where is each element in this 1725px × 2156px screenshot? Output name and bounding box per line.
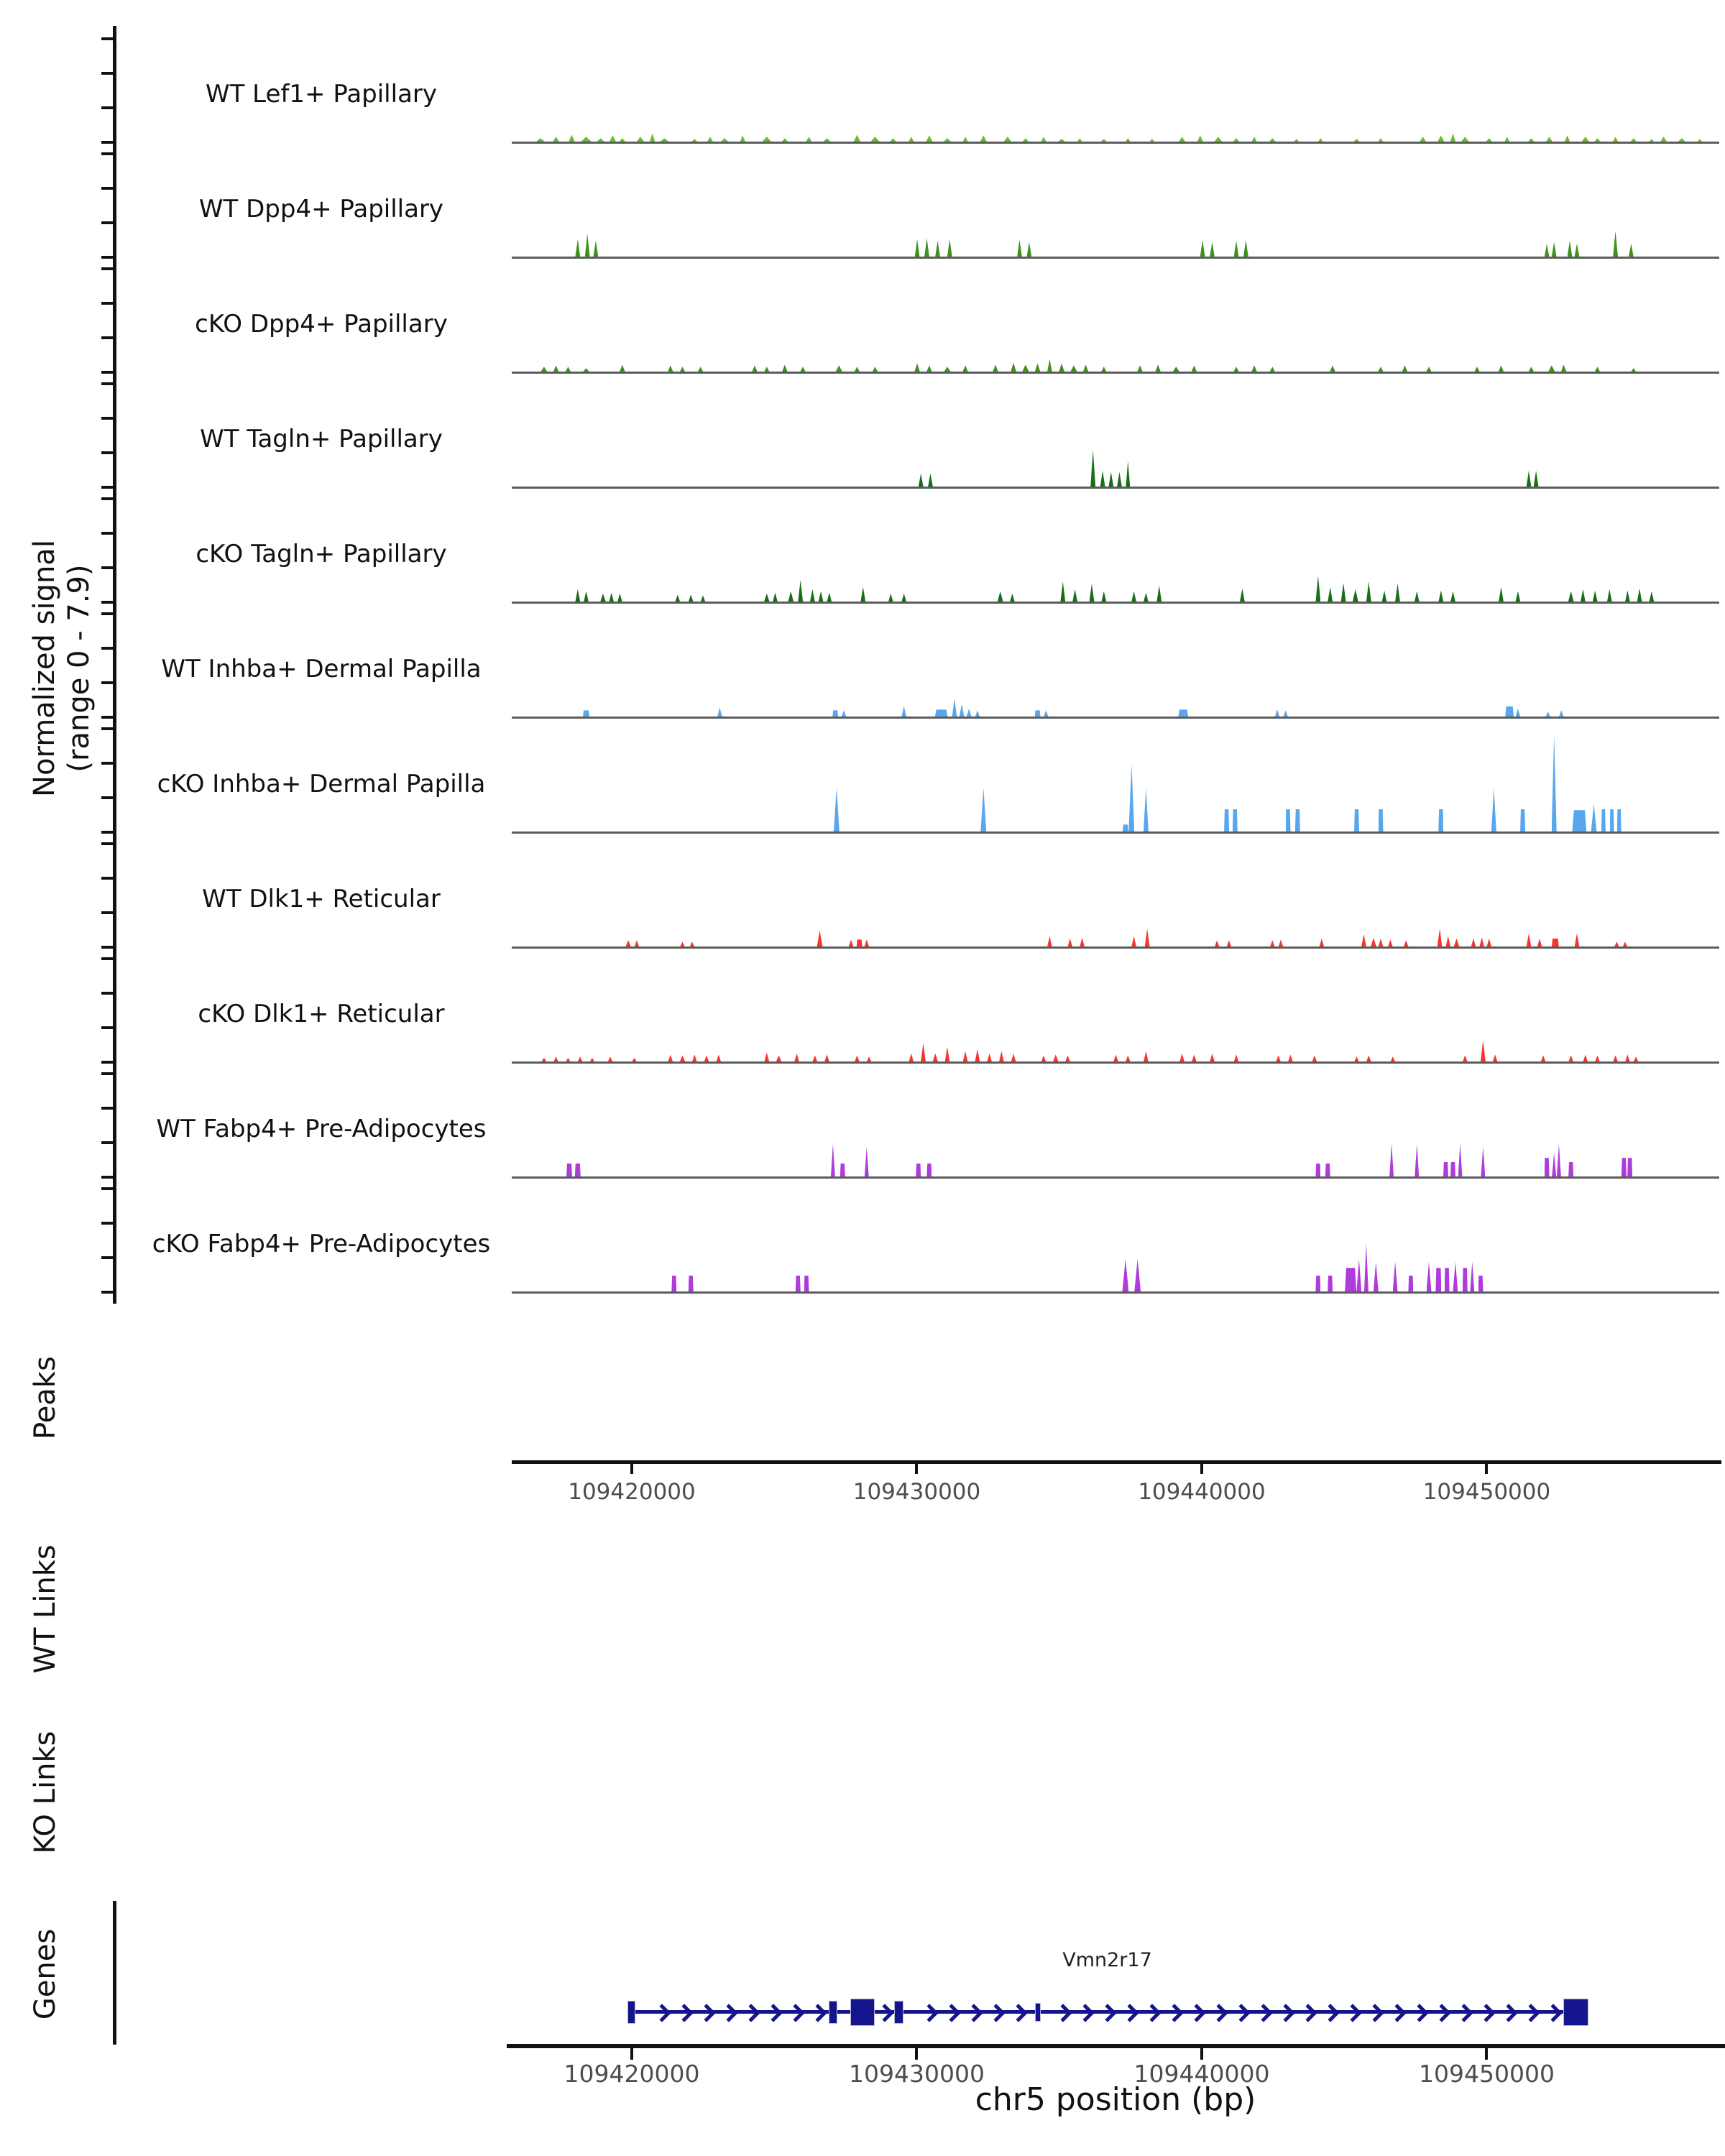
y-tick — [101, 946, 113, 949]
y-tick — [101, 992, 113, 995]
track-label-2: cKO Dpp4+ Papillary — [195, 310, 448, 338]
direction-chevron-icon — [697, 2004, 715, 2022]
coverage-peak — [575, 589, 580, 602]
y-tick — [101, 382, 113, 385]
coverage-peak — [1345, 1268, 1356, 1292]
coverage-peak — [1458, 1144, 1463, 1177]
coverage-peak — [827, 593, 832, 603]
coverage-peak — [840, 1164, 845, 1177]
direction-chevron-icon — [1321, 2004, 1339, 2022]
coverage-peak — [1126, 461, 1130, 487]
coverage-peak — [585, 234, 590, 257]
coverage-peak — [1371, 938, 1376, 948]
direction-chevron-icon — [764, 2004, 782, 2022]
coverage-peak — [921, 1043, 926, 1062]
coverage-peak — [980, 788, 986, 832]
gene-name-label: Vmn2r17 — [1062, 1949, 1152, 1971]
coverage-peak — [975, 1049, 980, 1062]
coverage-peak — [1557, 1144, 1561, 1177]
coverage-peak — [1382, 591, 1387, 602]
coverage-peak — [831, 1144, 835, 1177]
coverage-peak — [1200, 240, 1205, 257]
y-tick — [101, 831, 113, 834]
coverage-peak — [834, 788, 840, 832]
direction-chevron-icon — [1121, 2004, 1138, 2022]
coverage-peak — [1515, 591, 1520, 602]
coverage-peak — [1379, 809, 1384, 832]
y-tick — [101, 1072, 113, 1075]
coverage-peak — [1117, 472, 1122, 487]
coverage-peak — [998, 591, 1003, 602]
x-tick — [1200, 1464, 1203, 1474]
coverage-peak — [1545, 1158, 1550, 1177]
coverage-peak — [798, 580, 803, 602]
coverage-peak — [1607, 589, 1612, 602]
coverage-peak — [1224, 809, 1229, 832]
coverage-peak — [1552, 735, 1557, 832]
y-tick — [101, 957, 113, 960]
coverage-peak — [901, 706, 906, 717]
y-tick — [101, 1107, 113, 1110]
x-tick — [630, 1464, 633, 1474]
coverage-peak — [1090, 450, 1095, 487]
x-tick-label: 109440000 — [1138, 1479, 1266, 1505]
y-tick — [101, 1176, 113, 1179]
coverage-peak — [584, 591, 589, 602]
coverage-peak — [915, 239, 920, 257]
track-baseline-2 — [512, 372, 1719, 374]
coverage-peak — [963, 1051, 968, 1062]
section-label-ko-links: KO Links — [29, 1731, 62, 1854]
direction-chevron-icon — [1098, 2004, 1116, 2022]
track-label-3: WT Tagln+ Papillary — [200, 425, 443, 453]
direction-chevron-icon — [1254, 2004, 1272, 2022]
coverage-peak — [1568, 1162, 1573, 1177]
coverage-peak — [1100, 471, 1105, 487]
genes-y-axis-spine — [113, 1901, 116, 2045]
coverage-peak — [1374, 1262, 1379, 1292]
direction-chevron-icon — [1522, 2004, 1540, 2022]
direction-chevron-icon — [1544, 2004, 1562, 2022]
direction-chevron-icon — [786, 2004, 804, 2022]
coverage-peak — [1353, 589, 1358, 602]
direction-chevron-icon — [1276, 2004, 1294, 2022]
coverage-peak — [1527, 471, 1532, 487]
coverage-peak — [1393, 1262, 1398, 1292]
coverage-peak — [860, 587, 865, 602]
direction-chevron-icon — [1210, 2004, 1228, 2022]
x-tick — [1485, 1464, 1488, 1474]
coverage-peak — [1389, 1144, 1394, 1177]
direction-chevron-icon — [1054, 2004, 1072, 2022]
coverage-peak — [575, 239, 580, 257]
coverage-peak — [1629, 244, 1634, 257]
direction-chevron-icon — [675, 2004, 693, 2022]
track-label-5: WT Inhba+ Dermal Papilla — [161, 655, 482, 683]
direction-chevron-icon — [920, 2004, 938, 2022]
direction-chevron-icon — [1076, 2004, 1094, 2022]
direction-chevron-icon — [1366, 2004, 1384, 2022]
coverage-peak — [1315, 576, 1320, 602]
coverage-peak — [1128, 765, 1134, 832]
coverage-peak — [804, 1276, 809, 1292]
coverage-peak — [935, 241, 940, 257]
coverage-peak — [1534, 471, 1539, 487]
y-tick — [101, 497, 113, 500]
coverage-peak — [1450, 1162, 1455, 1177]
coverage-peak — [1505, 706, 1514, 717]
coverage-peak — [788, 591, 794, 602]
coverage-peak — [671, 1276, 676, 1292]
track-label-0: WT Lef1+ Papillary — [205, 80, 438, 109]
coverage-peak — [1443, 1162, 1448, 1177]
coverage-peak — [796, 1276, 801, 1292]
coverage-peak — [952, 699, 957, 717]
x-tick — [630, 2048, 633, 2060]
coverage-peak — [1568, 241, 1573, 257]
coverage-peak — [1520, 809, 1525, 832]
direction-chevron-icon — [719, 2004, 737, 2022]
y-tick — [101, 762, 113, 765]
y-tick — [101, 37, 113, 40]
track-label-1: WT Dpp4+ Papillary — [198, 195, 444, 224]
coverage-peak — [1438, 929, 1443, 947]
track-label-7: WT Dlk1+ Reticular — [202, 885, 441, 913]
coverage-peak — [609, 593, 614, 603]
coverage-peak — [1354, 809, 1359, 832]
coverage-peak — [1047, 359, 1052, 372]
coverage-peak — [1435, 1268, 1441, 1292]
coverage-peak — [1156, 586, 1162, 602]
direction-chevron-icon — [1432, 2004, 1450, 2022]
coverage-peak — [1581, 589, 1586, 602]
coverage-peak — [717, 708, 722, 718]
y-tick — [101, 1222, 113, 1225]
direction-chevron-icon — [1477, 2004, 1495, 2022]
coverage-peak — [924, 238, 929, 257]
coverage-peak — [960, 704, 965, 717]
x-tick — [915, 1464, 918, 1474]
y-tick — [101, 877, 113, 880]
peaks-axis-line — [512, 1460, 1721, 1464]
y-tick — [101, 486, 113, 489]
coverage-peak — [1591, 804, 1597, 832]
y-axis-label-line2: (range 0 - 7.9) — [63, 564, 96, 773]
coverage-peak — [1328, 1276, 1333, 1292]
coverage-peak — [1243, 240, 1248, 257]
coverage-peak — [1491, 788, 1496, 832]
coverage-peak — [1610, 809, 1614, 832]
coverage-peak — [1060, 581, 1065, 602]
coverage-peak — [1144, 788, 1149, 832]
coverage-peak — [916, 1164, 921, 1177]
gene-exon — [1563, 1999, 1588, 2026]
coverage-peak — [1361, 934, 1366, 947]
coverage-peak — [1481, 1147, 1485, 1177]
y-tick — [101, 267, 113, 270]
direction-chevron-icon — [1410, 2004, 1428, 2022]
gene-exon — [829, 2001, 837, 2024]
coverage-peak — [926, 1164, 932, 1177]
direction-chevron-icon — [875, 2004, 893, 2022]
x-tick-label: 109440000 — [1133, 2060, 1270, 2088]
x-tick-label: 109430000 — [852, 1479, 981, 1505]
coverage-peak — [1545, 244, 1550, 257]
coverage-peak — [1593, 591, 1598, 602]
coverage-peak — [865, 1147, 869, 1177]
y-tick — [101, 601, 113, 604]
coverage-peak — [1341, 583, 1346, 602]
y-tick — [101, 152, 113, 155]
track-baseline-1 — [512, 257, 1719, 259]
coverage-peak — [1527, 934, 1532, 947]
track-label-9: WT Fabp4+ Pre-Adipocytes — [156, 1115, 487, 1143]
coverage-peak — [947, 239, 952, 257]
coverage-peak — [1072, 589, 1077, 602]
coverage-peak — [1445, 1268, 1450, 1292]
y-tick — [101, 302, 113, 305]
coverage-peak — [1134, 1259, 1141, 1292]
coverage-peak — [1637, 589, 1642, 602]
direction-chevron-icon — [1232, 2004, 1250, 2022]
y-tick — [101, 72, 113, 75]
track-baseline-0 — [512, 142, 1719, 144]
track-baseline-6 — [512, 831, 1719, 834]
x-axis-title: chr5 position (bp) — [975, 2081, 1256, 2118]
coverage-peak — [593, 241, 598, 257]
coverage-peak — [1499, 587, 1504, 602]
bottom-axis-line — [507, 2044, 1725, 2048]
coverage-peak — [1234, 241, 1239, 257]
gene-exon — [894, 2001, 903, 2024]
y-tick — [101, 417, 113, 420]
coverage-peak — [1080, 938, 1085, 948]
coverage-peak — [1131, 591, 1136, 602]
y-tick — [101, 532, 113, 535]
direction-chevron-icon — [1165, 2004, 1183, 2022]
y-tick — [101, 612, 113, 615]
direction-chevron-icon — [942, 2004, 960, 2022]
gene-exon — [1035, 2003, 1041, 2022]
y-tick — [101, 187, 113, 190]
section-label-peaks: Peaks — [29, 1356, 62, 1439]
coverage-peak — [1325, 1164, 1330, 1177]
coverage-peak — [1438, 591, 1443, 602]
section-label-genes: Genes — [29, 1928, 62, 2020]
coverage-peak — [1210, 242, 1215, 257]
coverage-peak — [1356, 1259, 1361, 1292]
coverage-peak — [1101, 591, 1106, 602]
x-tick-label: 109450000 — [1418, 2060, 1555, 2088]
coverage-peak — [1575, 244, 1580, 257]
y-tick — [101, 256, 113, 259]
coverage-peak — [1617, 809, 1622, 832]
y-tick — [101, 371, 113, 374]
track-baseline-5 — [512, 717, 1719, 719]
direction-chevron-icon — [965, 2004, 983, 2022]
direction-chevron-icon — [1143, 2004, 1161, 2022]
coverage-peak — [1601, 809, 1606, 832]
coverage-peak — [1414, 1144, 1419, 1177]
coverage-peak — [1649, 591, 1654, 602]
coverage-peak — [1144, 593, 1149, 603]
coverage-peak — [1017, 240, 1022, 257]
coverage-peak — [1552, 1153, 1556, 1177]
y-tick — [101, 842, 113, 845]
track-label-10: cKO Fabp4+ Pre-Adipocytes — [152, 1230, 491, 1258]
x-tick — [1200, 2048, 1203, 2060]
coverage-peak — [1122, 1259, 1128, 1292]
x-tick-label: 109420000 — [564, 2060, 700, 2088]
coverage-peak — [1090, 584, 1095, 602]
coverage-peak — [1364, 1243, 1368, 1292]
x-tick — [1485, 2048, 1488, 2060]
track-baseline-10 — [512, 1291, 1719, 1294]
direction-chevron-icon — [1455, 2004, 1473, 2022]
coverage-peak — [575, 1164, 581, 1177]
coverage-peak — [1479, 938, 1484, 948]
coverage-peak — [1572, 810, 1586, 832]
direction-chevron-icon — [809, 2004, 827, 2022]
y-axis-label-line1: Normalized signal — [28, 540, 61, 797]
coverage-peak — [566, 1164, 572, 1177]
coverage-peak — [1286, 809, 1291, 832]
direction-chevron-icon — [1187, 2004, 1205, 2022]
y-tick — [101, 1291, 113, 1294]
gene-exon — [850, 1999, 875, 2026]
coverage-peak — [1233, 809, 1238, 832]
direction-chevron-icon — [742, 2004, 760, 2022]
coverage-peak — [1366, 581, 1371, 602]
y-tick — [101, 727, 113, 730]
coverage-peak — [764, 1053, 769, 1063]
coverage-peak — [1470, 1262, 1474, 1292]
track-label-4: cKO Tagln+ Papillary — [196, 540, 447, 568]
x-tick — [915, 2048, 918, 2060]
coverage-peak — [1414, 591, 1420, 602]
coverage-peak — [999, 1051, 1004, 1062]
coverage-peak — [945, 1047, 950, 1062]
coverage-peak — [1108, 472, 1113, 487]
coverage-peak — [1625, 591, 1630, 602]
coverage-peak — [1627, 1158, 1632, 1177]
coverage-peak — [1295, 809, 1300, 832]
x-tick-label: 109420000 — [568, 1479, 696, 1505]
coverage-peak — [817, 931, 823, 947]
track-baseline-3 — [512, 487, 1719, 489]
coverage-peak — [919, 474, 924, 487]
track-label-8: cKO Dlk1+ Reticular — [198, 1000, 445, 1028]
y-tick — [101, 1187, 113, 1190]
coverage-peak — [810, 589, 815, 602]
direction-chevron-icon — [1299, 2004, 1317, 2022]
coverage-peak — [1481, 1040, 1486, 1062]
coverage-peak — [1395, 584, 1400, 602]
track-baseline-7 — [512, 946, 1719, 949]
coverage-peak — [928, 474, 933, 487]
coverage-peak — [689, 1276, 694, 1292]
coverage-peak — [1408, 1276, 1413, 1292]
direction-chevron-icon — [653, 2004, 671, 2022]
y-tick — [101, 1061, 113, 1064]
track-baseline-8 — [512, 1061, 1719, 1064]
coverage-peak — [819, 591, 824, 602]
coverage-peak — [1552, 242, 1557, 257]
direction-chevron-icon — [1343, 2004, 1361, 2022]
coverage-peak — [1478, 1276, 1484, 1292]
coverage-peak — [1144, 1051, 1149, 1062]
coverage-peak — [1463, 1268, 1468, 1292]
y-tick — [101, 647, 113, 650]
coverage-peak — [1427, 1262, 1432, 1292]
y-tick — [101, 716, 113, 719]
coverage-peak — [1240, 589, 1245, 602]
direction-chevron-icon — [1499, 2004, 1517, 2022]
y-tick — [101, 141, 113, 144]
x-tick-label: 109430000 — [849, 2060, 985, 2088]
coverage-peak — [1026, 242, 1031, 257]
direction-chevron-icon — [1009, 2004, 1027, 2022]
coverage-peak — [1450, 591, 1455, 602]
gene-exon — [627, 2001, 635, 2024]
coverage-peak — [1131, 936, 1136, 947]
coverage-peak — [1315, 1164, 1320, 1177]
track-label-6: cKO Inhba+ Dermal Papilla — [157, 770, 486, 798]
section-label-wt-links: WT Links — [29, 1544, 62, 1674]
coverage-peak — [1438, 809, 1443, 832]
coverage-peak — [1453, 1262, 1458, 1292]
track-baseline-4 — [512, 602, 1719, 604]
coverage-peak — [773, 593, 778, 603]
coverage-peak — [1575, 934, 1580, 947]
track-baseline-9 — [512, 1176, 1719, 1179]
coverage-peak — [1011, 363, 1016, 373]
coverage-peak — [1445, 936, 1450, 947]
coverage-peak — [1622, 1158, 1627, 1177]
coverage-peak — [1328, 587, 1333, 602]
coverage-peak — [1568, 591, 1574, 602]
coverage-peak — [1315, 1276, 1320, 1292]
coverage-peak — [1613, 231, 1618, 257]
direction-chevron-icon — [987, 2004, 1005, 2022]
x-tick-label: 109450000 — [1422, 1479, 1551, 1505]
coverage-peak — [1145, 929, 1150, 947]
direction-chevron-icon — [1388, 2004, 1406, 2022]
coverage-peak — [1047, 936, 1052, 947]
